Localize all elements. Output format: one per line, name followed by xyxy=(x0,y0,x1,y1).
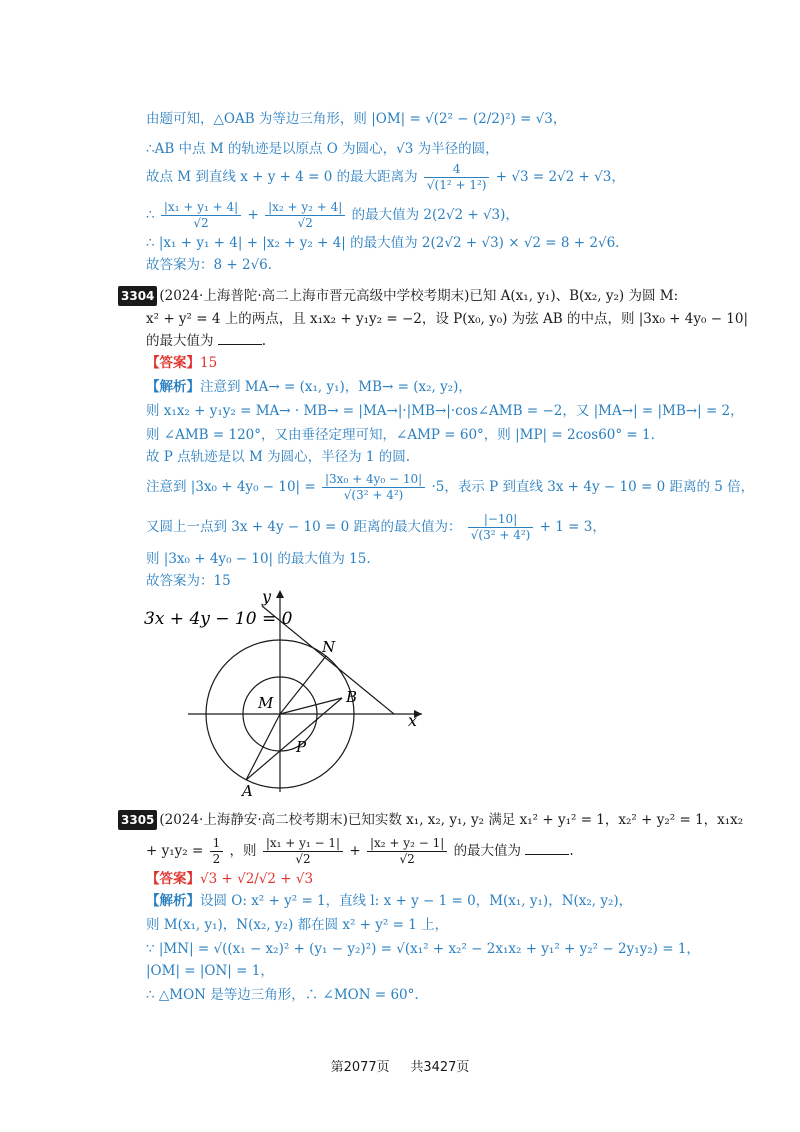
q3305-l2-post: 的最大值为 xyxy=(453,843,522,859)
q3305-analysis-line-1 xyxy=(146,892,632,910)
q3305-fraction-2 xyxy=(367,836,447,867)
q3304-analysis-line-2: 则 x₁x₂ + y₁y₂ = MA→ · MB→ = |MA→|·|MB→|·cos∠AMB = −2，又 |MA→| = |MB→| = 2， xyxy=(146,403,744,419)
page-number: 第2077页 xyxy=(330,1060,390,1075)
page-footer xyxy=(0,1056,800,1075)
prev-l4-plus: + xyxy=(247,207,259,223)
q3304-stem-1: (2024·上海普陀·高二上海市晋元高级中学校考期末)已知 A(x₁, y₁)、B(x₂, y₂) 为圆 M: xyxy=(159,288,679,304)
prev-l4-den1: √2 xyxy=(193,216,209,230)
q3305-answer: √3 + √2/√2 + √3 xyxy=(200,871,314,887)
q3304-line-3: 的最大值为 . xyxy=(146,333,267,349)
q3304-line-1 xyxy=(118,286,678,306)
q3305-num1: |x₁ + y₁ − 1| xyxy=(263,836,343,852)
answer-blank xyxy=(525,842,569,855)
q3304-a6-fraction xyxy=(468,512,534,543)
prev-l4-den2: √2 xyxy=(297,216,313,230)
q3305-answer-line xyxy=(146,870,313,888)
q3305-half-fraction xyxy=(210,836,224,867)
q3305-number-badge: 3305 xyxy=(118,810,157,830)
q3305-den2: √2 xyxy=(399,852,415,866)
q3304-a6-num: |−10| xyxy=(468,512,534,528)
q3305-l2-mid: ，则 xyxy=(229,843,257,859)
q3304-analysis-line-1 xyxy=(146,378,472,396)
q3305-l2-pre: + y₁y₂ = xyxy=(146,843,204,859)
q3304-a6-post: + 1 = 3， xyxy=(539,519,606,535)
line-equation-label: 3x + 4y − 10 = 0 xyxy=(144,609,293,629)
prev-l4-fraction-1 xyxy=(161,200,241,231)
q3305-half-den: 2 xyxy=(212,852,221,866)
prev-l3-fraction xyxy=(424,162,490,193)
q3305-a1: 设圆 O: x² + y² = 1，直线 l: x + y − 1 = 0，M(x₁, y₁)，N(x₂, y₂)， xyxy=(200,893,633,909)
segment-MN xyxy=(280,656,326,714)
q3304-a6-den: √(3² + 4²) xyxy=(470,528,531,542)
q3304-a5-post: ·5，表示 P 到直线 3x + 4y − 10 = 0 距离的 5 倍， xyxy=(431,479,755,495)
q3305-half-num: 1 xyxy=(210,836,224,852)
q3305-line-2: + y₁y₂ = $\frac{1}{2}$ ，则 $\frac{\text{|x₁ + y₁ − 1|}}{√2}$ + $\frac{\text{|x₂ + y₂ − 1|}}{√2}$ 的最大值为 . xyxy=(146,836,574,866)
prev-solution-line-4 xyxy=(146,200,519,231)
prev-l3-post: + √3 = 2√2 + √3， xyxy=(495,169,625,185)
label-A: A xyxy=(242,782,253,796)
prev-l4-num2: |x₂ + y₂ + 4| xyxy=(265,200,345,216)
label-B: B xyxy=(346,688,358,706)
q3304-analysis-line-3: 则 ∠AMB = 120°，又由垂径定理可知，∠AMP = 60°，则 |MP| = 2cos60° = 1. xyxy=(146,427,655,443)
prev-solution-line-3 xyxy=(146,162,625,193)
q3305-analysis-line-3: ∵ |MN| = √((x₁ − x₂)² + (y₁ − y₂)²) = √(x₁² + x₂² − 2x₁x₂ + y₁² + y₂² − 2y₁y₂) = 1， xyxy=(146,941,700,957)
q3304-a1: 注意到 MA→ = (x₁, y₁)，MB→ = (x₂, y₂)， xyxy=(200,379,472,395)
label-M: M xyxy=(258,694,274,712)
q3305-analysis-line-2: 则 M(x₁, y₁)，N(x₂, y₂) 都在圆 x² + y² = 1 上， xyxy=(146,917,449,933)
segment-MA xyxy=(246,714,280,780)
q3305-num2: |x₂ + y₂ − 1| xyxy=(367,836,447,852)
answer-tag: 【答案】 xyxy=(146,871,200,887)
prev-l4-fraction-2 xyxy=(265,200,345,231)
prev-l3-pre: 故点 M 到直线 x + y + 4 = 0 的最大距离为 xyxy=(146,169,418,185)
y-axis-label: y xyxy=(262,587,272,606)
answer-blank xyxy=(218,332,262,345)
q3304-analysis-line-4: 故 P 点轨迹是以 M 为圆心，半径为 1 的圆. xyxy=(146,449,411,465)
q3304-line-2: x² + y² = 4 上的两点，且 x₁x₂ + y₁y₂ = −2，设 P(x₀, y₀) 为弦 AB 的中点，则 |3x₀ + 4y₀ − 10| xyxy=(146,311,749,327)
q3305-line-1 xyxy=(118,810,743,830)
q3305-analysis-line-5: ∴ △MON 是等边三角形，∴ ∠MON = 60°. xyxy=(146,987,419,1003)
prev-solution-line-5: ∴ |x₁ + y₁ + 4| + |x₂ + y₂ + 4| 的最大值为 2(2√2 + √3) × √2 = 8 + 2√6. xyxy=(146,235,620,251)
q3305-stem-1: (2024·上海静安·高二校考期末)已知实数 x₁, x₂, y₁, y₂ 满足 x₁² + y₁² = 1，x₂² + y₂² = 1，x₁x₂ xyxy=(159,812,744,828)
q3305-fraction-1 xyxy=(263,836,343,867)
prev-solution-line-6: 故答案为：8 + 2√6. xyxy=(146,257,273,273)
q3304-a6-pre: 又圆上一点到 3x + 4y − 10 = 0 距离的最大值为： xyxy=(146,519,462,535)
y-axis-arrow xyxy=(276,590,284,598)
q3304-analysis-line-8: 故答案为：15 xyxy=(146,573,231,589)
q3304-answer-line xyxy=(146,354,217,372)
geometry-figure xyxy=(140,586,440,796)
prev-l4-pre: ∴ xyxy=(146,207,155,223)
page-total: 共3427页 xyxy=(410,1060,470,1075)
answer-tag: 【答案】 xyxy=(146,355,200,371)
q3304-analysis-line-6 xyxy=(146,512,606,543)
analysis-tag: 【解析】 xyxy=(146,379,200,395)
x-axis-label: x xyxy=(408,711,418,730)
q3304-stem-3: 的最大值为 xyxy=(146,333,214,349)
q3305-plus: + xyxy=(349,843,361,859)
analysis-tag: 【解析】 xyxy=(146,893,200,909)
q3304-a5-pre: 注意到 |3x₀ + 4y₀ − 10| = xyxy=(146,479,316,495)
q3305-den1: √2 xyxy=(295,852,311,866)
prev-l4-num1: |x₁ + y₁ + 4| xyxy=(161,200,241,216)
q3304-answer: 15 xyxy=(200,355,218,371)
prev-l4-post: 的最大值为 2(2√2 + √3)， xyxy=(351,207,519,223)
label-P: P xyxy=(296,738,307,756)
q3305-analysis-line-4: |OM| = |ON| = 1， xyxy=(146,963,274,979)
q3304-analysis-line-7: 则 |3x₀ + 4y₀ − 10| 的最大值为 15. xyxy=(146,551,371,567)
q3304-a5-den: √(3² + 4²) xyxy=(343,488,404,502)
prev-solution-line-2: ∴AB 中点 M 的轨迹是以原点 O 为圆心，√3 为半径的圆， xyxy=(146,141,499,157)
prev-solution-line-1: 由题可知，△OAB 为等边三角形，则 |OM| = √(2² − (2/2)²) = √3， xyxy=(146,111,567,127)
q3304-analysis-line-5 xyxy=(146,472,754,503)
label-N: N xyxy=(322,638,336,656)
q3304-a5-num: |3x₀ + 4y₀ − 10| xyxy=(322,472,425,488)
prev-l3-num: 4 xyxy=(424,162,490,178)
q3304-number-badge: 3304 xyxy=(118,286,157,306)
q3304-a5-fraction xyxy=(322,472,425,503)
prev-l3-den: √(1² + 1²) xyxy=(426,178,487,192)
